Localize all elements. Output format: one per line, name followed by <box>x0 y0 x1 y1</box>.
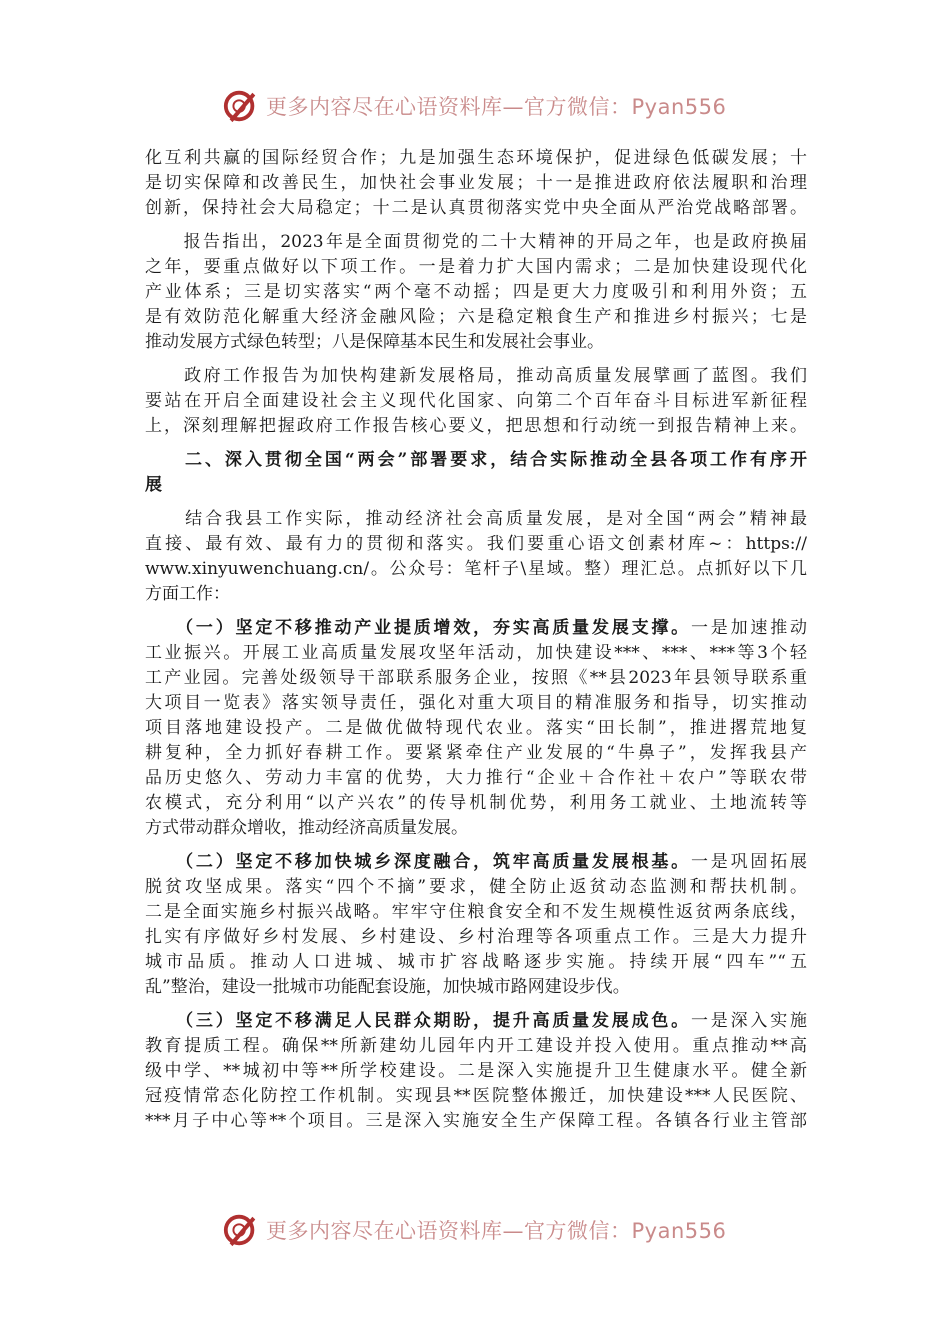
text-line: ***月子中心等**个项目。三是深入实施安全生产保障工程。各镇各行业主管部 <box>145 1111 807 1131</box>
text-line: 二、深入贯彻全国“两会”部署要求，结合实际推动全县各项工作有序开 <box>145 450 807 470</box>
text-line: 脱贫攻坚成果。落实“四个不摘”要求，健全防止返贫动态监测和帮扶机制。 <box>145 877 807 897</box>
text-line: 政府工作报告为加快构建新发展格局，推动高质量发展擘画了蓝图。我们 <box>145 366 807 386</box>
paragraph <box>145 850 807 1000</box>
text-line: 扎实有序做好乡村发展、乡村建设、乡村治理等各项重点工作。三是大力提升 <box>145 927 807 947</box>
text-line: 推动发展方式绿色转型；八是保障基本民生和发展社会事业。 <box>145 332 604 352</box>
text-line: 方式带动群众增收，推动经济高质量发展。 <box>145 818 468 838</box>
text-line: 级中学、**城初中等**所学校建设。二是深入实施提升卫生健康水平。健全新 <box>145 1061 807 1081</box>
paragraph <box>145 364 807 439</box>
banner-text: 更多内容尽在心语资料库—官方微信：Pyan556 <box>266 1219 727 1243</box>
header-banner <box>222 84 726 128</box>
text-line <box>145 1009 807 1034</box>
text-line: 工产业园。完善处级领导干部联系服务企业，按照《**县2023年县领导联系重 <box>145 668 807 688</box>
paragraph-gap <box>145 439 807 448</box>
pen-logo-icon <box>222 1211 260 1249</box>
text-line: 直接、最有效、最有力的贯彻和落实。我们要重心语文创素材库~：https:// <box>145 534 807 554</box>
paragraph <box>145 507 807 607</box>
text-line: 耕复种，全力抓好春耕工作。要紧紧牵住产业发展的“牛鼻子”，发挥我县产 <box>145 743 807 763</box>
text-line: 项目落地建设投产。二是做优做特现代农业。落实“田长制”，推进撂荒地复 <box>145 718 807 738</box>
text-line <box>145 850 807 875</box>
paragraph-gap <box>145 498 807 507</box>
text-line: www.xinyuwenchuang.cn/。公众号：笔杆子\星域。整）理汇总。点抓好以下几 <box>145 559 807 579</box>
paragraph-gap <box>145 841 807 850</box>
text-line: 结合我县工作实际，推动经济社会高质量发展，是对全国“两会”精神最 <box>145 509 807 529</box>
document-body <box>145 146 807 1134</box>
paragraph-gap <box>145 355 807 364</box>
text-line: 大项目一览表》落实领导责任，强化对重大项目的精准服务和指导，切实推动 <box>145 693 807 713</box>
text-line: 展 <box>145 475 162 495</box>
text-line: 二是全面实施乡村振兴战略。牢牢守住粮食安全和不发生规模性返贫两条底线， <box>145 902 807 922</box>
paragraph <box>145 146 807 221</box>
line-rest: 一是深入实施 <box>690 1011 807 1031</box>
text-line: 冠疫情常态化防控工作机制。实现县**医院整体搬迁，加快建设***人民医院、 <box>145 1086 807 1106</box>
text-line: 之年，要重点做好以下项工作。一是着力扩大国内需求；二是加快建设现代化 <box>145 257 807 277</box>
text-line: 教育提质工程。确保**所新建幼儿园年内开工建设并投入使用。重点推动**高 <box>145 1036 807 1056</box>
section-heading <box>145 448 807 498</box>
banner-text: 更多内容尽在心语资料库—官方微信：Pyan556 <box>266 95 727 119</box>
text-line: 化互利共赢的国际经贸合作；九是加强生态环境保护，促进绿色低碳发展；十 <box>145 148 807 168</box>
text-line: 工业振兴。开展工业高质量发展攻坚年活动，加快建设***、***、***等3个轻 <box>145 643 807 663</box>
bold-lead: （三）坚定不移满足人民群众期盼，提升高质量发展成色。 <box>145 1011 691 1031</box>
text-line: 乱”整治，建设一批城市功能配套设施，加快城市路网建设步伐。 <box>145 977 630 997</box>
text-line: 报告指出，2023年是全面贯彻党的二十大精神的开局之年，也是政府换届 <box>145 232 807 252</box>
paragraph-gap <box>145 221 807 230</box>
text-line: 方面工作： <box>145 584 230 604</box>
bold-lead: （一）坚定不移推动产业提质增效，夯实高质量发展支撑。 <box>145 618 691 638</box>
text-line: 产业体系；三是切实落实“两个毫不动摇；四是更大力度吸引和利用外资；五 <box>145 282 807 302</box>
text-line: 要站在开启全面建设社会主义现代化国家、向第二个百年奋斗目标进军新征程 <box>145 391 807 411</box>
paragraph <box>145 230 807 355</box>
text-line: 品历史悠久、劳动力丰富的优势，大力推行“企业＋合作社＋农户”等联农带 <box>145 768 807 788</box>
line-rest: 一是加速推动 <box>690 618 807 638</box>
paragraph <box>145 616 807 841</box>
text-line: 上，深刻理解把握政府工作报告核心要义，把思想和行动统一到报告精神上来。 <box>145 416 807 436</box>
pen-logo-icon <box>222 87 260 125</box>
text-line: 是有效防范化解重大经济金融风险；六是稳定粮食生产和推进乡村振兴；七是 <box>145 307 807 327</box>
text-line: 城市品质。推动人口进城、城市扩容战略逐步实施。持续开展“四车”“五 <box>145 952 807 972</box>
text-line <box>145 616 807 641</box>
bold-lead: （二）坚定不移加快城乡深度融合，筑牢高质量发展根基。 <box>145 852 691 872</box>
text-line: 农模式，充分利用“以产兴农”的传导机制优势，利用务工就业、土地流转等 <box>145 793 807 813</box>
footer-banner <box>222 1208 726 1252</box>
text-line: 创新，保持社会大局稳定；十二是认真贯彻落实党中央全面从严治党战略部署。 <box>145 198 807 218</box>
paragraph <box>145 1009 807 1134</box>
paragraph-gap <box>145 607 807 616</box>
text-line: 是切实保障和改善民生，加快社会事业发展；十一是推进政府依法履职和治理 <box>145 173 807 193</box>
paragraph-gap <box>145 1000 807 1009</box>
line-rest: 一是巩固拓展 <box>690 852 807 872</box>
